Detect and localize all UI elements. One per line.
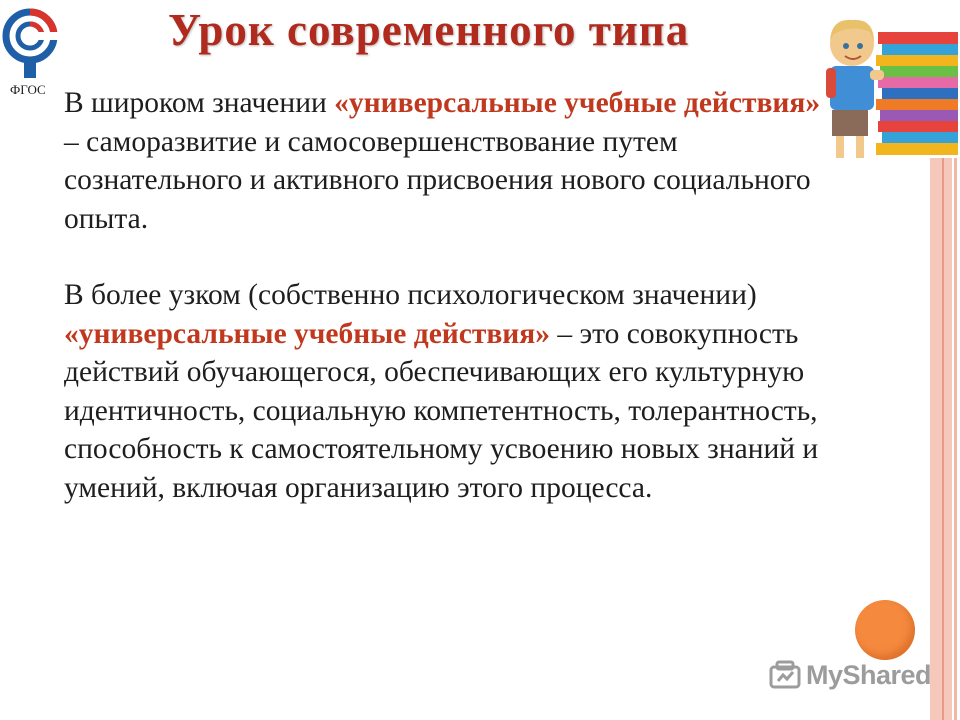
paragraph-rest: – саморазвитие и самосовершенствование путем сознательного и активного присвоения нового социального опыта. (64, 125, 811, 235)
paragraph-narrow-meaning (64, 276, 824, 507)
paragraph-rest: – это совокупность действий обучающегося, обеспечивающих его культурную идентичность, социальную компетентность, толерантность, способность к самостоятельному усвоению новых знаний и умений, включая организацию этого процесса. (64, 317, 819, 504)
paragraph-broad-meaning (64, 84, 824, 238)
slide-body (64, 84, 824, 507)
slide-title: Урок современного типа (168, 5, 690, 55)
decorative-stripe-line (942, 150, 944, 720)
logo-caption: ФГОС (10, 82, 46, 97)
myshared-logo-icon (768, 659, 802, 693)
decorative-stripe-line (954, 150, 957, 720)
paragraph-lead: В более узком (собственно психологическом значении) (64, 279, 757, 311)
fgos-logo-icon (2, 2, 58, 82)
paragraph-lead: В широком значении (64, 87, 335, 119)
girl-with-books-icon (812, 10, 960, 158)
decorative-circle (855, 600, 915, 660)
watermark[interactable] (768, 655, 932, 695)
decorative-stripe (930, 150, 952, 720)
term-highlight: «универсальные учебные действия» (334, 87, 821, 119)
watermark-text: MyShared (806, 660, 932, 690)
term-highlight: «универсальные учебные действия» (64, 317, 551, 350)
